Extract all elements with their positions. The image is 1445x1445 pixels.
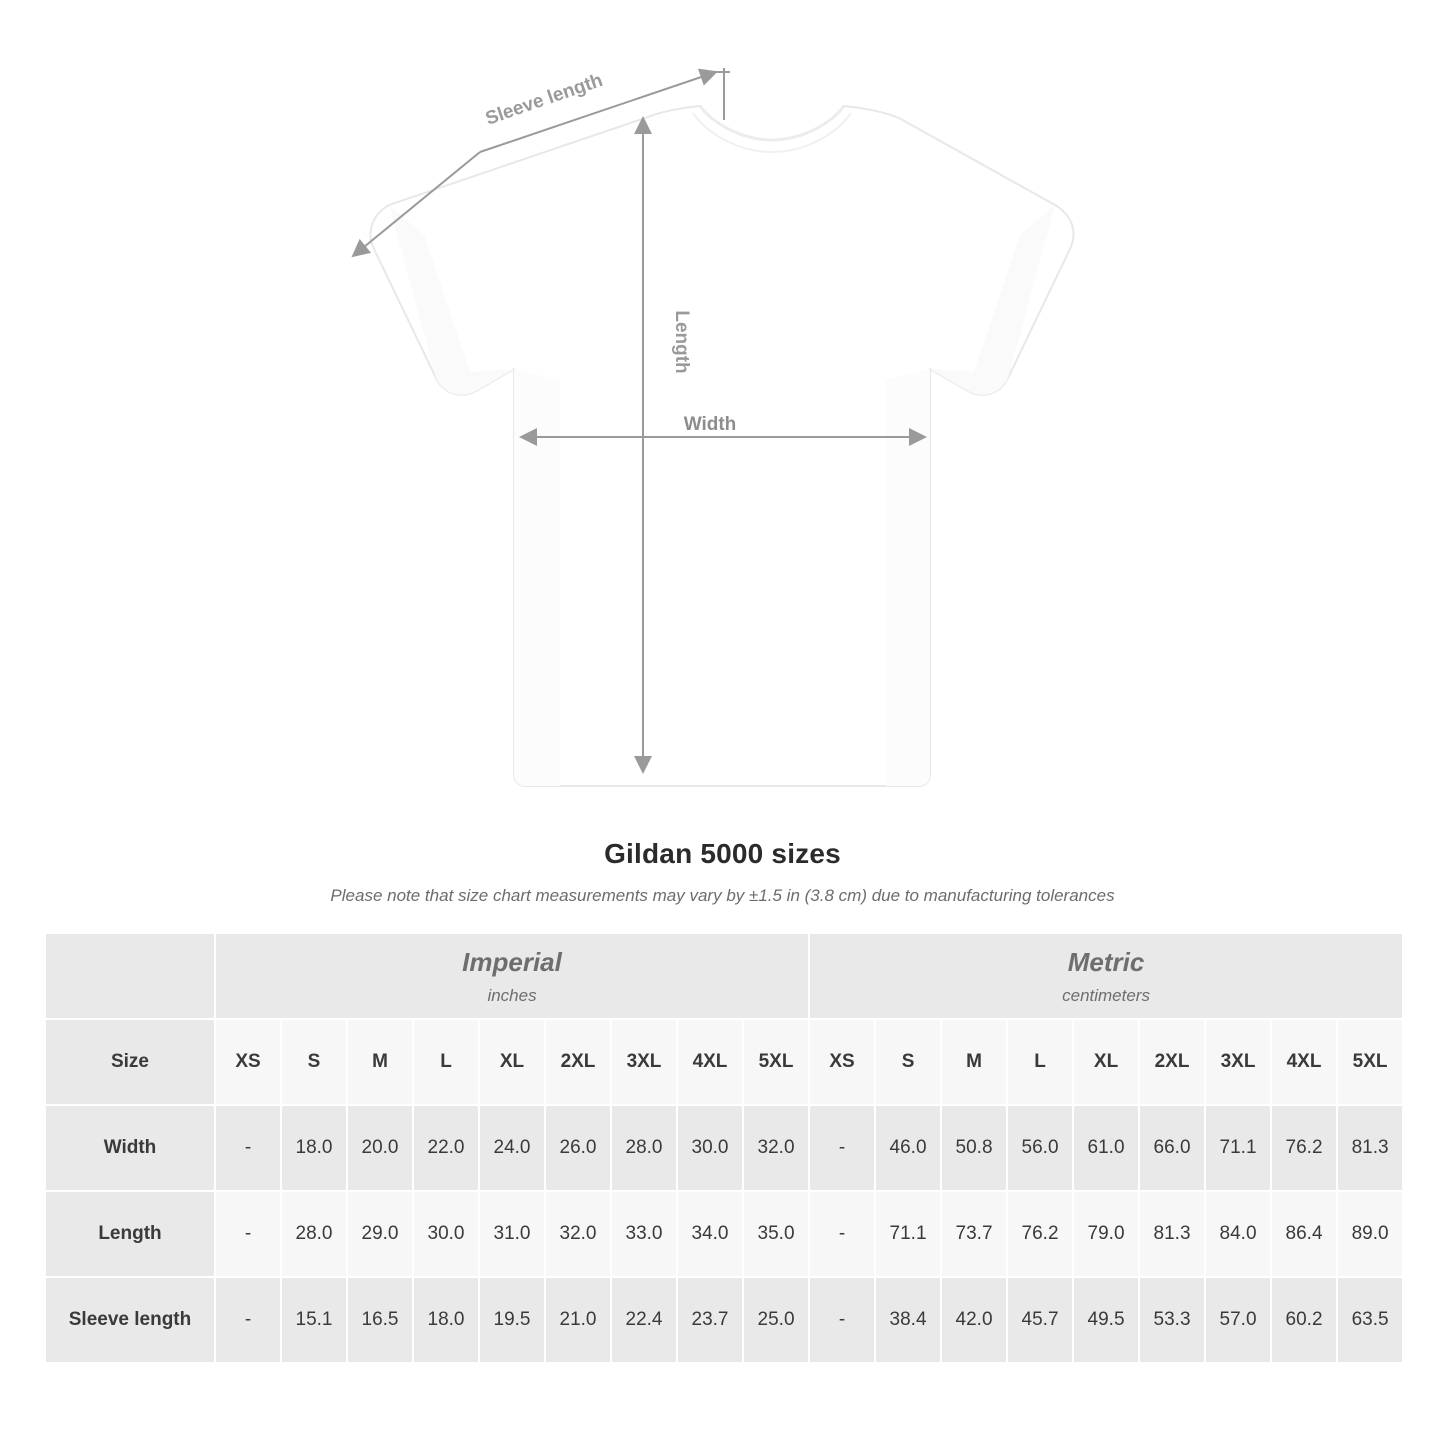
length-metric-xl: 79.0	[1073, 1191, 1139, 1277]
size-header-imperial-4xl: 4XL	[677, 1019, 743, 1105]
sleeve-imperial-l: 18.0	[413, 1277, 479, 1363]
size-header-imperial-xl: XL	[479, 1019, 545, 1105]
length-metric-3xl: 84.0	[1205, 1191, 1271, 1277]
sleeve-metric-xl: 49.5	[1073, 1277, 1139, 1363]
imperial-name: Imperial	[462, 946, 562, 977]
length-metric-2xl: 81.3	[1139, 1191, 1205, 1277]
sleeve-imperial-5xl: 25.0	[743, 1277, 809, 1363]
size-header-metric-5xl: 5XL	[1337, 1019, 1403, 1105]
size-header-metric-4xl: 4XL	[1271, 1019, 1337, 1105]
sleeve-metric-2xl: 53.3	[1139, 1277, 1205, 1363]
length-imperial-l: 30.0	[413, 1191, 479, 1277]
width-imperial-xl: 24.0	[479, 1105, 545, 1191]
length-metric-5xl: 89.0	[1337, 1191, 1403, 1277]
width-metric-l: 56.0	[1007, 1105, 1073, 1191]
sleeve-imperial-m: 16.5	[347, 1277, 413, 1363]
imperial-unit: inches	[487, 985, 537, 1005]
width-metric-m: 50.8	[941, 1105, 1007, 1191]
length-imperial-xs: -	[215, 1191, 281, 1277]
length-imperial-4xl: 34.0	[677, 1191, 743, 1277]
title-block	[0, 838, 1445, 906]
length-imperial-5xl: 35.0	[743, 1191, 809, 1277]
metric-name: Metric	[1067, 946, 1145, 977]
size-header-imperial-m: M	[347, 1019, 413, 1105]
sleeve-imperial-xl: 19.5	[479, 1277, 545, 1363]
width-metric-4xl: 76.2	[1271, 1105, 1337, 1191]
size-table	[44, 932, 1404, 1364]
width-metric-xl: 61.0	[1073, 1105, 1139, 1191]
width-imperial-2xl: 26.0	[545, 1105, 611, 1191]
sleeve-imperial-s: 15.1	[281, 1277, 347, 1363]
sleeve-metric-l: 45.7	[1007, 1277, 1073, 1363]
sleeve-imperial-3xl: 22.4	[611, 1277, 677, 1363]
length-metric-l: 76.2	[1007, 1191, 1073, 1277]
size-header-imperial-2xl: 2XL	[545, 1019, 611, 1105]
length-imperial-s: 28.0	[281, 1191, 347, 1277]
sleeve-metric-5xl: 63.5	[1337, 1277, 1403, 1363]
size-header-imperial-5xl: 5XL	[743, 1019, 809, 1105]
unit-system-metric	[809, 933, 1403, 1019]
length-metric-4xl: 86.4	[1271, 1191, 1337, 1277]
size-header-metric-2xl: 2XL	[1139, 1019, 1205, 1105]
row-label-length: Length	[45, 1191, 215, 1277]
width-imperial-s: 18.0	[281, 1105, 347, 1191]
sleeve-metric-s: 38.4	[875, 1277, 941, 1363]
size-header-row	[45, 1019, 1403, 1105]
tolerance-note: Please note that size chart measurements may vary by ±1.5 in (3.8 cm) due to manufacturing tolerances	[330, 886, 1115, 905]
size-header-metric-l: L	[1007, 1019, 1073, 1105]
table-row-length	[45, 1191, 1403, 1277]
length-metric-s: 71.1	[875, 1191, 941, 1277]
width-imperial-4xl: 30.0	[677, 1105, 743, 1191]
sleeve-imperial-xs: -	[215, 1277, 281, 1363]
width-imperial-xs: -	[215, 1105, 281, 1191]
sleeve-metric-3xl: 57.0	[1205, 1277, 1271, 1363]
sleeve-metric-xs: -	[809, 1277, 875, 1363]
unit-system-row	[45, 933, 1403, 1019]
row-label-width: Width	[45, 1105, 215, 1191]
length-metric-xs: -	[809, 1191, 875, 1277]
sleeve-imperial-2xl: 21.0	[545, 1277, 611, 1363]
table-row-width	[45, 1105, 1403, 1191]
size-header-imperial-s: S	[281, 1019, 347, 1105]
size-header-metric-m: M	[941, 1019, 1007, 1105]
size-header-label: Size	[45, 1019, 215, 1105]
length-metric-m: 73.7	[941, 1191, 1007, 1277]
size-table-wrapper	[44, 932, 1401, 1364]
size-header-imperial-l: L	[413, 1019, 479, 1105]
length-imperial-3xl: 33.0	[611, 1191, 677, 1277]
sleeve-metric-m: 42.0	[941, 1277, 1007, 1363]
length-label: Length	[671, 310, 692, 374]
size-header-metric-3xl: 3XL	[1205, 1019, 1271, 1105]
unit-system-imperial	[215, 933, 809, 1019]
sleeve-metric-4xl: 60.2	[1271, 1277, 1337, 1363]
size-header-imperial-xs: XS	[215, 1019, 281, 1105]
size-header-metric-xl: XL	[1073, 1019, 1139, 1105]
length-imperial-xl: 31.0	[479, 1191, 545, 1277]
width-metric-3xl: 71.1	[1205, 1105, 1271, 1191]
width-metric-5xl: 81.3	[1337, 1105, 1403, 1191]
width-imperial-5xl: 32.0	[743, 1105, 809, 1191]
width-metric-xs: -	[809, 1105, 875, 1191]
width-imperial-3xl: 28.0	[611, 1105, 677, 1191]
metric-unit: centimeters	[1062, 985, 1150, 1005]
row-label-sleeve-length: Sleeve length	[45, 1277, 215, 1363]
sleeve-length-label: Sleeve length	[482, 69, 606, 130]
table-corner	[45, 933, 215, 1019]
tshirt-shape	[370, 106, 1073, 786]
width-imperial-m: 20.0	[347, 1105, 413, 1191]
size-header-imperial-3xl: 3XL	[611, 1019, 677, 1105]
length-imperial-2xl: 32.0	[545, 1191, 611, 1277]
width-metric-s: 46.0	[875, 1105, 941, 1191]
length-imperial-m: 29.0	[347, 1191, 413, 1277]
width-imperial-l: 22.0	[413, 1105, 479, 1191]
width-metric-2xl: 66.0	[1139, 1105, 1205, 1191]
size-header-metric-xs: XS	[809, 1019, 875, 1105]
width-label: Width	[683, 414, 737, 435]
table-row-sleeve-length	[45, 1277, 1403, 1363]
sleeve-imperial-4xl: 23.7	[677, 1277, 743, 1363]
size-header-metric-s: S	[875, 1019, 941, 1105]
page-title: Gildan 5000 sizes	[604, 838, 841, 869]
